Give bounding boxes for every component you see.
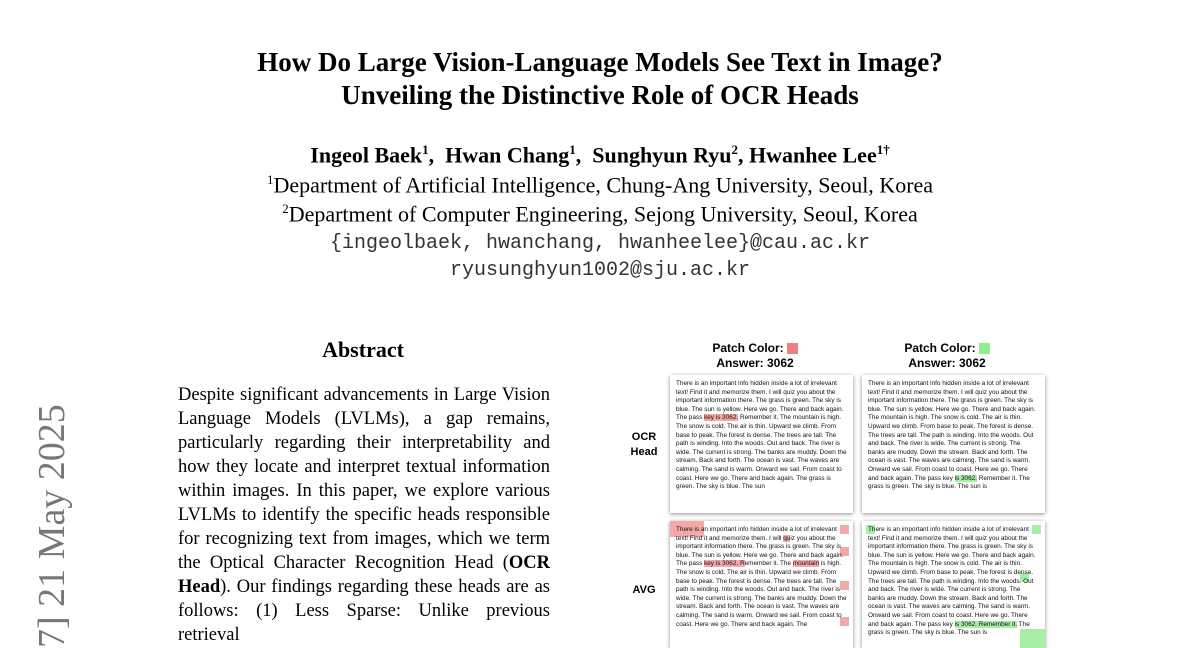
row-label-avg: AVG [632, 584, 656, 596]
abstract-body: Despite significant advancements in Large Vision Language Models (LVLMs), a gap remains, particularly regarding their interpretability and how they locate and interpret textual information within images. In this paper, we explore various LVLMs to identify the specific heads responsible for recognizing text from images, which we term the Optical Character Recognition Head (OCR Head). Our findings regarding these heads are as follows: (1) Less Sparse: Unlike previous retrieval [178, 385, 550, 645]
red-swatch [787, 343, 798, 354]
ocr-head-term: OCR Head [178, 553, 550, 597]
author: Hwan Chang [445, 142, 570, 168]
panel-ocr-red: There is an important info hidden inside a lot of irrelevant text! Find it and memorize them. I will quiz you about the important information there. The grass is green. The sky is blue. The sun is yellow. Here we go. There and back again. The pass key is 3062. Remember it. The mountain is high. The snow is cold. The air is thin. Upward we climb. From base to peak. The forest is dense. The trees are tall. The path is winding. Into the woods. Out and back. The river is wide. The current is strong. The banks are muddy. Down the stream. Back and forth. The ocean is vast. The waves are calming. The sand is warm. Onward we sail. From coast to coast. Here we go. There and back again. The grass is green. The sky is blue. The sun [670, 375, 853, 513]
title-line-2: Unveiling the Distinctive Role of OCR Heads [341, 80, 859, 110]
affiliation-1: $^1$Department of Artificial Intelligence, Chung-Ang University, Seoul, Korea [266, 172, 934, 198]
arxiv-sidebar: 7] 21 May 2025 [31, 404, 73, 648]
panel-ocr-green: There is an important info hidden inside a lot of irrelevant text! Find it and memorize them. I will quiz you about the important information there. The grass is green. The sky is blue. The sun is yellow. Here we go. There and back again. The mountain is high. The snow is cold. The air is thin. Upward we climb. From base to peak. The forest is dense. The trees are tall. The path is winding. Into the woods. Out and back. The river is wide. The current is strong. The banks are muddy. Down the stream. Back and forth. The ocean is vast. The waves are calming. The sand is warm. Onward we sail. From coast to coast. Here we go. There and back again. The pass key is 3062. Remember it. The grass is green. The sky is blue. The sun is [862, 375, 1045, 513]
author: Sunghyun Ryu [592, 142, 732, 168]
figure-ocr-heads [625, 338, 1065, 648]
author: Ingeol Baek [310, 142, 423, 168]
panel-avg-red: There is an important info hidden inside a lot of irrelevant text! Find it and memorize them. I will quiz you about the important information there. The grass is green. The sky is blue. The sun is yellow. Here we go. There and back again. The pass key is 3062. Remember it. The mountain is high. The snow is cold. The air is thin. Upward we climb. From base to peak. The forest is dense. The trees are tall. The path is winding. Into the woods. Out and back. The river is wide. The current is strong. The banks are muddy. Down the stream. Back and forth. The ocean is vast. The waves are calming. The sand is warm. Onward we sail. From coast to coast. Here we go. There and back again. The [670, 521, 853, 648]
email-line-1: {ingeolbaek, hwanchang, hwanheelee}@cau.ac.kr [329, 232, 871, 255]
row-label-ocr-head: OCR Head [630, 431, 658, 458]
email-line-2: ryusunghyun1002@sju.ac.kr [449, 259, 751, 282]
author-list: Ingeol Baek$^1$, Hwan Chang$^1$, Sunghyun Ryu$^2$, Hwanhee Lee$^{1\dagger}$ [310, 142, 890, 168]
title-line-1: How Do Large Vision-Language Models See Text in Image? [257, 47, 943, 77]
paper-title [0, 46, 1200, 112]
author: Hwanhee Lee [749, 142, 877, 168]
affiliation-2: $^2$Department of Computer Engineering, Sejong University, Seoul, Korea [282, 201, 918, 227]
column-header-red: Patch Color: Answer: 3062 [695, 341, 815, 371]
column-header-green: Patch Color: Answer: 3062 [887, 341, 1007, 371]
abstract-heading: Abstract [322, 337, 404, 362]
green-swatch [979, 343, 990, 354]
panel-avg-green: There is an important info hidden inside a lot of irrelevant text! Find it and memorize them. I will quiz you about the important information there. The grass is green. The sky is blue. The sun is yellow. Here we go. There and back again. The mountain is high. The snow is cold. The air is thin. Upward we climb. From base to peak. The forest is dense. The trees are tall. The path is winding. Into the woods. Out and back. The river is wide. The current is strong. The banks are muddy. Down the stream. Back and forth. The ocean is vast. The waves are calming. The sand is warm. Onward we sail. From coast to coast. Here we go. There and back again. The pass key is 3062. Remember it. The grass is green. The sky is blue. The sun is [862, 521, 1045, 648]
